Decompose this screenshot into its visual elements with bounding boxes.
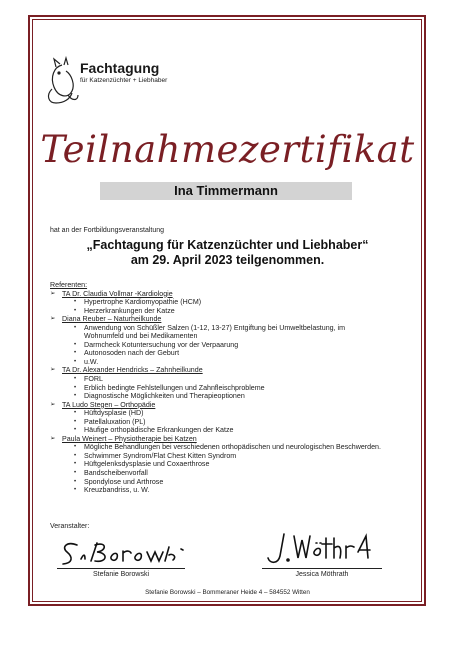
- arrow-bullet-icon: ➢: [50, 315, 56, 323]
- topic-item: [50, 298, 420, 307]
- topic-item: [50, 418, 420, 427]
- event-date: am 29. April 2023 teilgenommen.: [130, 253, 325, 267]
- intro-text: hat an der Fortbildungsveranstaltung: [50, 227, 165, 234]
- arrow-bullet-icon: ➢: [50, 400, 56, 408]
- topic-text: Autonosoden nach der Geburt: [84, 349, 180, 358]
- event-block: [0, 238, 455, 268]
- topic-item: [50, 307, 420, 316]
- bullet-icon: •: [74, 324, 77, 331]
- right-signer-name: Jessica Möthrath: [295, 571, 349, 578]
- bullet-icon: •: [74, 478, 77, 485]
- topic-item: [50, 392, 420, 401]
- footer-address: Stefanie Borowski – Bommeraner Heide 4 – 584552 Witten: [145, 589, 310, 596]
- speakers-section: [50, 281, 420, 495]
- bullet-icon: •: [74, 376, 77, 383]
- right-signature-icon: [262, 530, 382, 570]
- topic-item: [50, 486, 420, 495]
- topic-text: Erblich bedingte Fehlstellungen und Zahnfleischprobleme: [84, 383, 265, 392]
- topic-text: Herzerkrankungen der Katze: [84, 306, 175, 315]
- topic-item: [50, 426, 420, 435]
- topic-item: [50, 375, 420, 384]
- speaker-label: TA Dr. Alexander Hendricks – Zahnheilkunde: [62, 366, 203, 375]
- bullet-icon: •: [74, 307, 77, 314]
- topic-text: Anwendung von Schüßler Salzen (1-12, 13-27) Entgiftung bei Umweltbelastung, im: [84, 323, 346, 332]
- topic-text: Hypertrophe Kardiomyopathie (HCM): [84, 298, 202, 307]
- bullet-icon: •: [74, 452, 77, 459]
- speaker-item: [50, 315, 420, 324]
- logo-title: Fachtagung: [80, 60, 160, 76]
- topic-text: Wohnumfeld und bei Medikamenten: [84, 332, 198, 341]
- topic-item: [50, 324, 420, 333]
- topic-text: Mögliche Behandlungen bei verschiedenen orthopädischen und neurologischen Beschwerden.: [84, 443, 381, 452]
- topic-text: Diagnostische Möglichkeiten und Therapieoptionen: [84, 392, 245, 401]
- logo-subtitle: für Katzenzüchter + Liebhaber: [80, 77, 168, 84]
- left-signature-icon: [55, 537, 195, 569]
- topic-item: [50, 332, 420, 341]
- certificate-title: Teilnahmezertifikat: [40, 128, 415, 171]
- bullet-icon: •: [74, 350, 77, 357]
- bullet-icon: •: [74, 341, 77, 348]
- speakers-list: [50, 290, 420, 495]
- topic-text: Hüftdysplasie (HD): [84, 409, 144, 418]
- organizer-label: Veranstalter:: [50, 523, 90, 530]
- speaker-label: Diana Reuber – Naturheilkunde: [62, 315, 162, 324]
- speaker-item: [50, 366, 420, 375]
- topic-item: [50, 358, 420, 367]
- topic-text: u.W.: [84, 357, 99, 366]
- topic-text: Darmcheck Kotuntersuchung vor der Verpaarung: [84, 340, 239, 349]
- bullet-icon: •: [74, 410, 77, 417]
- speakers-heading: Referenten:: [50, 281, 88, 289]
- topic-text: Kreuzbandriss, u. W.: [84, 486, 150, 495]
- topic-text: Schwimmer Syndrom/Flat Chest Kitten Syndrom: [84, 451, 237, 460]
- topic-item: [50, 409, 420, 418]
- bullet-icon: •: [74, 444, 77, 451]
- event-title: „Fachtagung für Katzenzüchter und Liebhaber“: [86, 238, 369, 252]
- participant-name: Ina Timmermann: [174, 183, 278, 198]
- topic-item: [50, 349, 420, 358]
- right-signature-line: [262, 568, 382, 569]
- arrow-bullet-icon: ➢: [50, 289, 56, 297]
- bullet-icon: •: [74, 299, 77, 306]
- topic-item: [50, 341, 420, 350]
- topic-item: [50, 478, 420, 487]
- speaker-label: TA Dr. Claudia Vollmar -Kardiologie: [62, 289, 173, 298]
- bullet-icon: •: [74, 393, 77, 400]
- speaker-item: [50, 401, 420, 410]
- topic-text: Bandscheibenvorfall: [84, 469, 148, 478]
- topic-item: [50, 384, 420, 393]
- bullet-icon: •: [74, 470, 77, 477]
- bullet-icon: •: [74, 427, 77, 434]
- topic-text: Patellaluxation (PL): [84, 417, 146, 426]
- bullet-icon: •: [74, 418, 77, 425]
- speaker-label: TA Ludo Stegen – Orthopädie: [62, 400, 156, 409]
- left-signature-line: [57, 568, 185, 569]
- topic-text: Spondylose und Arthrose: [84, 477, 164, 486]
- speaker-item: [50, 435, 420, 444]
- topic-item: [50, 460, 420, 469]
- topic-item: [50, 452, 420, 461]
- topic-text: FORL: [84, 375, 103, 384]
- arrow-bullet-icon: ➢: [50, 434, 56, 442]
- topic-text: Häufige orthopädische Erkrankungen der Katze: [84, 426, 234, 435]
- topic-text: Hüftgelenksdysplasie und Coxaerthrose: [84, 460, 210, 469]
- arrow-bullet-icon: ➢: [50, 366, 56, 374]
- bullet-icon: •: [74, 384, 77, 391]
- left-signer-name: Stefanie Borowski: [92, 571, 150, 578]
- topic-item: [50, 469, 420, 478]
- bullet-icon: •: [74, 487, 77, 494]
- bullet-icon: •: [74, 461, 77, 468]
- speaker-item: [50, 290, 420, 299]
- topic-item: [50, 443, 420, 452]
- bullet-icon: •: [74, 358, 77, 365]
- speaker-label: Paula Weinert – Physiotherapie bei Katzen: [62, 434, 197, 443]
